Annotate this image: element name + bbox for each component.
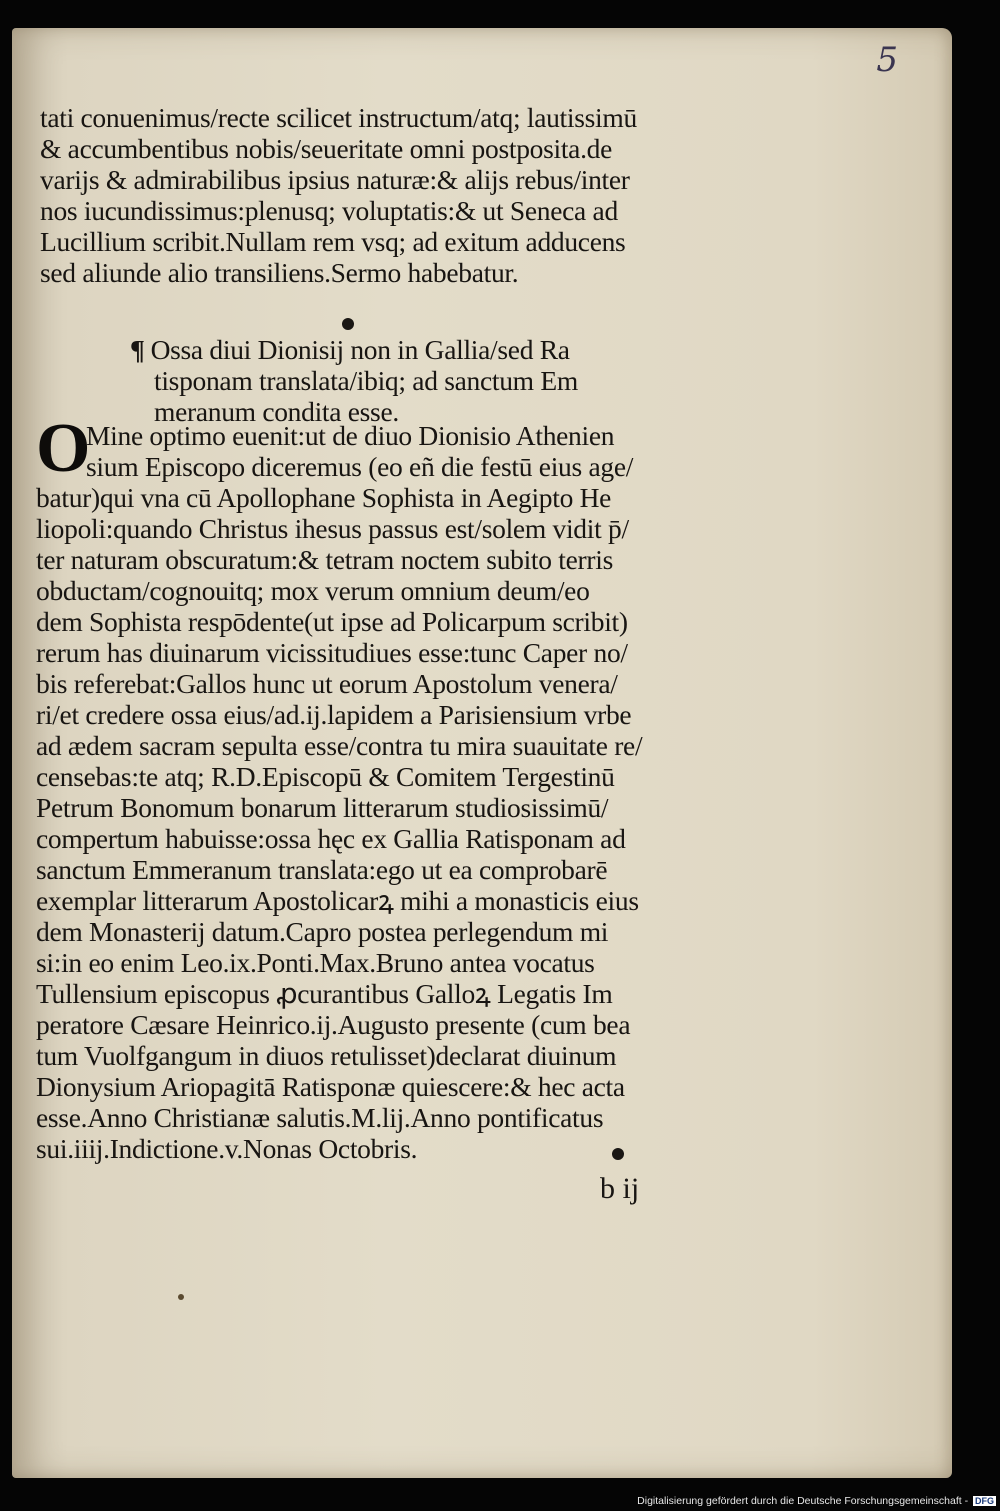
text-line: ter naturam obscuratum:& tetram noctem subito terris — [36, 544, 614, 575]
text-line: varijs & admirabilibus ipsius naturæ:& alijs rebus/inter — [40, 164, 630, 195]
text-line: Lucillium scribit.Nullam rem vsq; ad exitum adducens — [40, 226, 626, 257]
text-line: dem Monasterij datum.Capro postea perlegendum mi — [36, 916, 609, 947]
signature-mark: b ij — [600, 1172, 640, 1205]
text-line: sium Episcopo diceremus (eo eñ die festū eius age/ — [86, 451, 634, 482]
text-line: bis referebat:Gallos hunc ut eorum Apostolum venera/ — [36, 668, 618, 699]
text-line: & accumbentibus nobis/seueritate omni postposita.de — [40, 133, 613, 164]
heading-line: meranum condita esse. — [154, 396, 399, 427]
text-line: dem Sophista respōdente(ut ipse ad Policarpum scribit) — [36, 606, 628, 637]
opening-paragraph — [40, 102, 720, 288]
text-line: obductam/cognouitq; mox verum omnium deum/eo — [36, 575, 590, 606]
text-line: batur)qui vna cū Apollophane Sophista in Aegipto He — [36, 482, 612, 513]
text-line: esse.Anno Christianæ salutis.M.lij.Anno pontificatus — [36, 1102, 604, 1133]
digitization-credit — [637, 1495, 996, 1507]
text-line: ad ædem sacram sepulta esse/contra tu mira suauitate re/ — [36, 730, 643, 761]
text-line: peratore Cæsare Heinrico.ij.Augusto presente (cum bea — [36, 1009, 631, 1040]
main-paragraph — [36, 420, 736, 1164]
text-line: nos iucundissimus:plenusq; voluptatis:& ut Seneca ad — [40, 195, 618, 226]
credit-text: Digitalisierung gefördert durch die Deutsche Forschungsgemeinschaft - — [637, 1495, 969, 1507]
text-line: liopoli:quando Christus ihesus passus est/solem vidit p̄/ — [36, 513, 629, 544]
text-line: Petrum Bonomum bonarum litterarum studiosissimū/ — [36, 792, 609, 823]
heading-line-text: Ossa diui Dionisij non in Gallia/sed Ra — [150, 334, 570, 365]
heading-line — [130, 334, 650, 365]
section-heading — [130, 312, 650, 427]
end-dot-ornament — [612, 1148, 624, 1160]
text-line: sui.iiij.Indictione.v.Nonas Octobris. — [36, 1133, 418, 1164]
paper-speck — [178, 1294, 184, 1300]
text-line: exemplar litterarum Apostolicarꝝ mihi a monasticis eius — [36, 885, 639, 916]
text-line: compertum habuisse:ossa hęc ex Gallia Ratisponam ad — [36, 823, 626, 854]
dfg-logo: DFG — [975, 1496, 994, 1507]
page-number: 5 — [876, 40, 898, 80]
text-line: censebas:te atq; R.D.Episcopū & Comitem Tergestinū — [36, 761, 615, 792]
text-line: sanctum Emmeranum translata:ego ut ea comprobarē — [36, 854, 608, 885]
text-line: sed aliunde alio transiliens.Sermo habebatur. — [40, 257, 519, 288]
text-line: Tullensium episcopus ꝓcurantibus Galloꝝ Legatis Im — [36, 978, 613, 1009]
text-line: tati conuenimus/recte scilicet instructum/atq; lautissimū — [40, 102, 637, 133]
text-line: Dionysium Ariopagitā Ratisponæ quiescere:& hec acta — [36, 1071, 625, 1102]
text-line: Mine optimo euenit:ut de diuo Dionisio Athenien — [86, 420, 615, 451]
heading-line: tisponam translata/ibiq; ad sanctum Em — [154, 365, 578, 396]
text-line: si:in eo enim Leo.ix.Ponti.Max.Bruno antea vocatus — [36, 947, 595, 978]
pilcrow-icon: ¶ — [130, 334, 145, 365]
drop-cap-initial: O — [36, 410, 91, 487]
text-line: rerum has diuinarum vicissitudiues esse:tunc Caper no/ — [36, 637, 628, 668]
text-line: ri/et credere ossa eius/ad.ij.lapidem a Parisiensium vrbe — [36, 699, 632, 730]
text-line: tum Vuolfgangum in diuos retulisset)declarat diuinum — [36, 1040, 617, 1071]
